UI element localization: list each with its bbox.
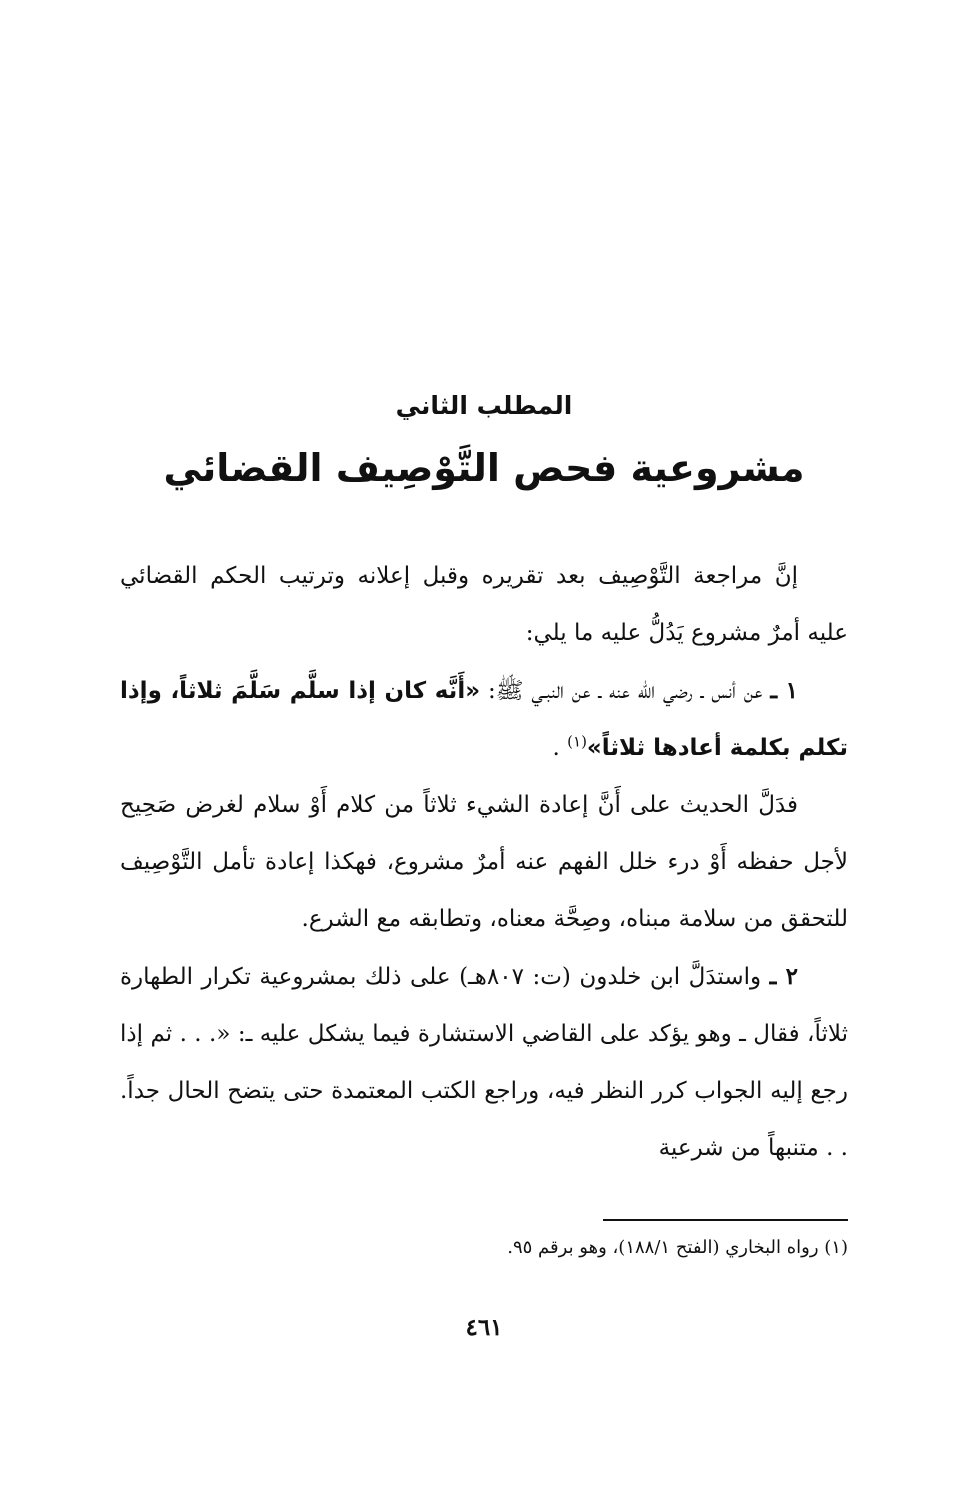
- footnote-ref: (١): [567, 732, 587, 751]
- hadith-quote: «أَنَّه كان إذا سلَّم سَلَّمَ ثلاثاً، وإذا تكلم بكلمة أعادها ثلاثاً»: [120, 678, 848, 761]
- item-2-number: ٢ ـ: [769, 963, 798, 990]
- footnote: (١) رواه البخاري (الفتح ١٨٨/١)، وهو برقم ٩٥.: [507, 1237, 848, 1258]
- item-1-paragraph: [120, 662, 848, 777]
- explanation-text: فدَلَّ الحديث على أَنَّ إعادة الشيء ثلاثاً من كلام أَوْ سلام لغرض صَحِيح لأجل حفظه أَوْ درء خلل الفهم عنه أمرٌ مشروع، فهكذا إعادة تأمل التَّوْصِيف للتحقق من سلامة مبناه، وصِحَّة معناه، وتطابقه مع الشرع.: [120, 792, 848, 932]
- item-1-end: .: [552, 735, 560, 761]
- item-2-paragraph: [120, 948, 848, 1177]
- page-number: ٤٦١: [465, 1314, 503, 1341]
- intro-text: إنَّ مراجعة التَّوْصِيف بعد تقريره وقبل إعلانه وترتيب الحكم القضائي عليه أمرٌ مشروع يَدُلُّ عليه ما يلي:: [120, 563, 848, 646]
- item-1-text: عن أنس ـ رضي الله عنه ـ عن النبـي ﷺ:: [487, 678, 763, 704]
- explanation-paragraph: [120, 777, 848, 948]
- footnote-divider: [603, 1219, 848, 1221]
- body-text: [120, 548, 848, 1177]
- intro-paragraph: [120, 548, 848, 662]
- item-2-text: واستدَلَّ ابن خلدون (ت: ٨٠٧هـ) على ذلك بمشروعية تكرار الطهارة ثلاثاً، فقال ـ وهو يؤكد على القاضي الاستشارة فيما يشكل عليه ـ: «. . . ثم إذا رجع إليه الجواب كرر النظر فيه، وراجع الكتب المعتمدة حتى يتضح الحال جداً. . . متنبهاً من شرعية: [120, 964, 848, 1161]
- section-label: المطلب الثاني: [395, 391, 573, 420]
- section-title: مشروعية فحص التَّوْصِيف القضائي: [163, 446, 805, 490]
- item-1-number: ١ ـ: [770, 677, 799, 704]
